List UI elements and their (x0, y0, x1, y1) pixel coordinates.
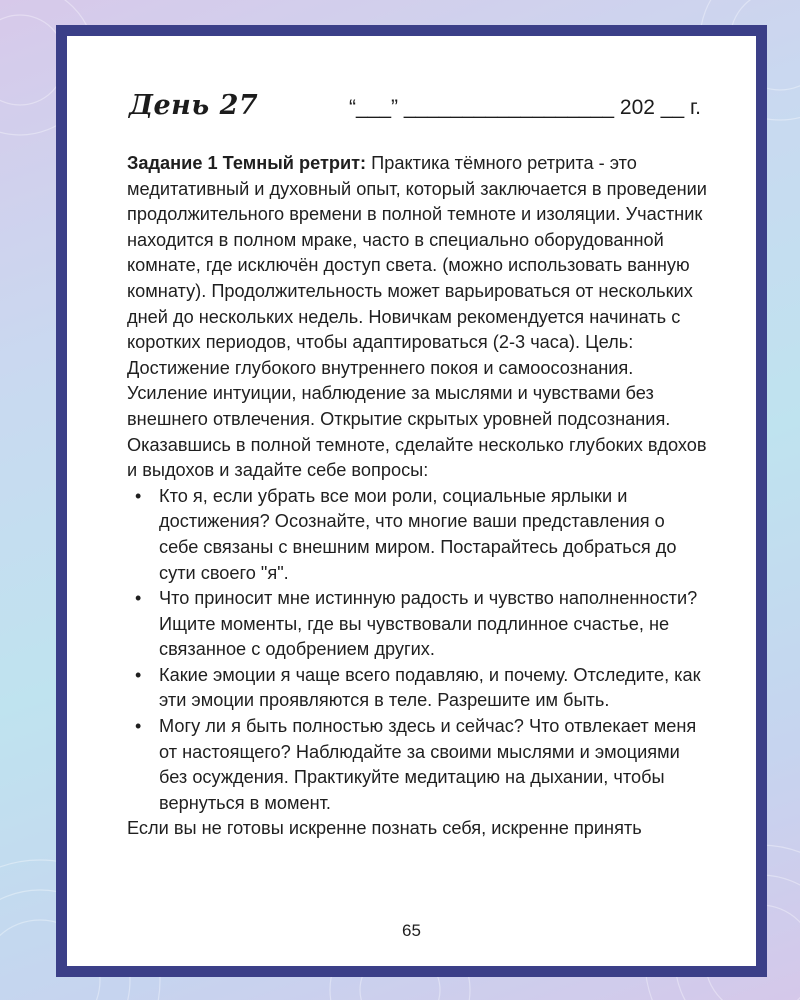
instruction-text: Оказавшись в полной темноте, сделайте несколько глубоких вдохов и выдохов и задайте себе вопросы: (127, 434, 707, 481)
list-item (127, 484, 709, 586)
question-list (127, 484, 709, 817)
task-intro: Практика тёмного ретрита - это медитативный и духовный опыт, который заключается в проведении продолжительного времени в полной темноте и изоляции. Участник находится в полном мраке, часто в специально оборудованной комнате, где исключён доступ света. (можно использовать ванную комнату). Продолжительность может варьироваться от нескольких дней до нескольких недель. Новичкам рекомендуется начинать с коротких периодов, чтобы адаптироваться (2-3 часа). Цель: Достижение глубокого внутреннего покоя и самоосознания. Усиление интуиции, наблюдение за мыслями и чувствами без внешнего отвлечения. Открытие скрытых уровней подсознания. (127, 153, 707, 429)
day-title: День 27 (129, 90, 259, 121)
closing-text: Если вы не готовы искренне познать себя, искренне принять (127, 818, 642, 839)
page-content (127, 151, 709, 842)
page-number: 65 (402, 921, 421, 940)
page-frame (56, 25, 767, 977)
question-text: Кто я, если убрать все мои роли, социальные ярлыки и достижения? Осознайте, что многие ваши представления о себе связаны с внешним миром. Постарайтесь добраться до сути своего "я". (159, 485, 677, 583)
bullet-icon: • (135, 588, 142, 609)
bullet-icon: • (135, 485, 142, 506)
question-text: Что приносит мне истинную радость и чувство наполненности? Ищите моменты, где вы чувствовали подлинное счастье, не связанное с одобрением других. (159, 588, 698, 660)
date-line: “___” __________________ 202 __ г. (349, 96, 701, 119)
question-text: Какие эмоции я чаще всего подавляю, и почему. Отследите, как эти эмоции проявляются в теле. Разрешите им быть. (159, 664, 701, 711)
task-title: Задание 1 Темный ретрит: (127, 153, 367, 173)
question-text: Могу ли я быть полностью здесь и сейчас? Что отвлекает меня от настоящего? Наблюдайте за своими мыслями и эмоциями без осуждения. Практикуйте медитацию на дыхании, чтобы вернуться в момент. (159, 716, 697, 813)
list-item (127, 663, 709, 714)
list-item (127, 586, 709, 663)
bullet-icon: • (135, 716, 142, 737)
bullet-icon: • (135, 664, 142, 685)
list-item (127, 714, 709, 816)
task-paragraph (127, 151, 709, 433)
